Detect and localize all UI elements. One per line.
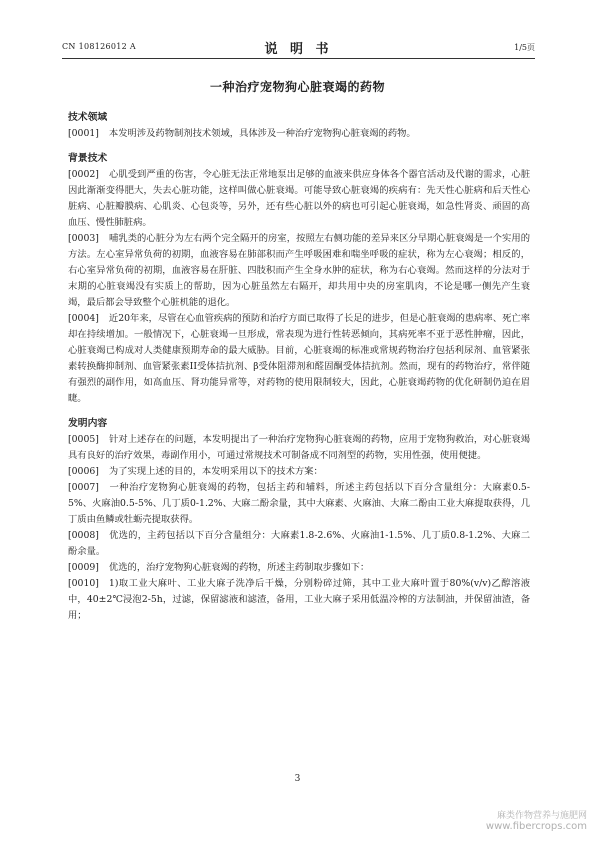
page-number: 3 [294, 774, 301, 784]
paragraph-number: [0002] [68, 169, 99, 180]
paragraph-number: [0006] [68, 466, 99, 477]
paragraph [68, 167, 530, 231]
paragraph [68, 231, 530, 311]
paragraph-text: 针对上述存在的问题，本发明提出了一种治疗宠物狗心脏衰竭的药物，应用于宠物狗救治，对心脏衰竭具有良好的治疗效果，毒副作用小，可通过常规技术可制备成不同剂型的药物，实用性强，使用便捷。 [68, 434, 530, 461]
section-summary [68, 416, 530, 624]
watermark [486, 808, 587, 832]
paragraph [68, 560, 530, 576]
section-heading: 发明内容 [68, 418, 108, 429]
watermark-site-name: 麻类作物营养与施肥网 [496, 811, 587, 821]
document-title: 一种治疗宠物狗心脏衰竭的药物 [209, 80, 385, 94]
header-title: 说 明 书 [264, 42, 333, 57]
section-technical-field [68, 110, 530, 142]
paragraph [68, 432, 530, 464]
paragraph-number: [0007] [68, 482, 99, 493]
paragraph-number: [0003] [68, 233, 99, 244]
paragraph-text: 为了实现上述的目的，本发明采用以下的技术方案： [108, 466, 323, 477]
paragraph-text: 优选的，主药包括以下百分含量组分：大麻素1.8-2.6%、火麻油1-1.5%、几丁质0.8-1.2%、大麻二酚余量。 [68, 530, 530, 557]
header-rule [62, 58, 535, 59]
paragraph [68, 528, 530, 560]
page-header [62, 40, 535, 56]
paragraph-number: [0005] [68, 434, 99, 445]
section-heading: 背景技术 [68, 153, 108, 164]
section-heading: 技术领域 [68, 112, 108, 123]
paragraph [68, 311, 530, 407]
paragraph-number: [0010] [68, 578, 99, 589]
paragraph-number: [0008] [68, 530, 99, 541]
paragraph [68, 480, 530, 528]
paragraph-text: 心肌受到严重的伤害，令心脏无法正常地泵出足够的血液来供应身体各个器官活动及代谢的需求，心脏因此渐渐变得肥大，失去心脏功能，这样叫做心脏衰竭。可能导致心脏衰竭的疾病有：先天性心脏病和后天性心脏病、心脏瓣膜病、心肌炎、心包炎等，另外，还有些心脏以外的病也可引起心脏衰竭，如急性肾炎、顽固的高血压、慢性肺脏病。 [68, 169, 530, 228]
paragraph [68, 576, 530, 624]
paragraph-text: 近20年来，尽管在心血管疾病的预防和治疗方面已取得了长足的进步，但是心脏衰竭的患病率、死亡率却在持续增加。一般情况下，心脏衰竭一旦形成，常表现为进行性转恶倾向，其病死率不亚于恶性肿瘤，因此，心脏衰竭已构成对人类健康预期寿命的最大威胁。目前，心脏衰竭的标准或常规药物治疗包括利尿剂、血管紧张素转换酶抑制剂、血管紧张素II受体拮抗剂、β受体阻滞剂和醛固酮受体拮抗剂。然而，现有的药物治疗，常伴随有强烈的副作用，如高血压、肾功能异常等，对药物的使用限制较大，因此，心脏衰竭药物的优化研制仍迫在眉睫。 [68, 313, 530, 404]
paragraph-text: 优选的，治疗宠物狗心脏衰竭的药物，所述主药制取步骤如下： [108, 562, 370, 573]
section-background [68, 151, 530, 407]
paragraph-number: [0004] [68, 313, 99, 324]
paragraph-text: 哺乳类的心脏分为左右两个完全隔开的房室，按照左右侧功能的差异来区分早期心脏衰竭是一个实用的方法。左心室异常负荷的初期，血液容易在肺部积而产生呼吸困难和喘坐呼吸的症状，称为左心衰竭；相反的，右心室异常负荷的初期，血液容易在肝脏、四肢积而产生全身水肿的症状，称为右心衰竭。然而这样的分法对于末期的心脏衰竭没有实质上的帮助，因为心脏虽然左右隔开，却共用中央的房室肌肉，不论是哪一侧先产生衰竭，最后都会导致整个心脏机能的退化。 [68, 233, 530, 308]
paragraph [68, 126, 530, 142]
paragraph [68, 464, 530, 480]
publication-number: CN 108126012 A [62, 42, 136, 51]
document-body [68, 110, 530, 624]
paragraph-number: [0009] [68, 562, 99, 573]
paragraph-text: 一种治疗宠物狗心脏衰竭的药物，包括主药和辅料，所述主药包括以下百分含量组分：大麻素0.5-5%、火麻油0.5-5%、几丁质0-1.2%、大麻二酚余量，其中大麻素、火麻油、大麻二酚由工业大麻提取获得，几丁质由鱼鳞或牡蛎壳提取获得。 [68, 482, 530, 525]
paragraph-text: 1)取工业大麻叶、工业大麻子洗净后干燥，分别粉碎过筛，其中工业大麻叶置于80%(v/v)乙醇溶液中，40±2℃浸泡2-5h，过滤，保留滤液和滤渣，备用，工业大麻子采用低温冷榨的方法制油，并保留油渣，备用； [68, 578, 530, 621]
watermark-url: www.fibercrops.com [485, 821, 587, 832]
paragraph-number: [0001] [68, 128, 99, 139]
page-indicator: 1/5页 [514, 43, 535, 52]
paragraph-text: 本发明涉及药物制剂技术领域，具体涉及一种治疗宠物狗心脏衰竭的药物。 [108, 128, 416, 139]
